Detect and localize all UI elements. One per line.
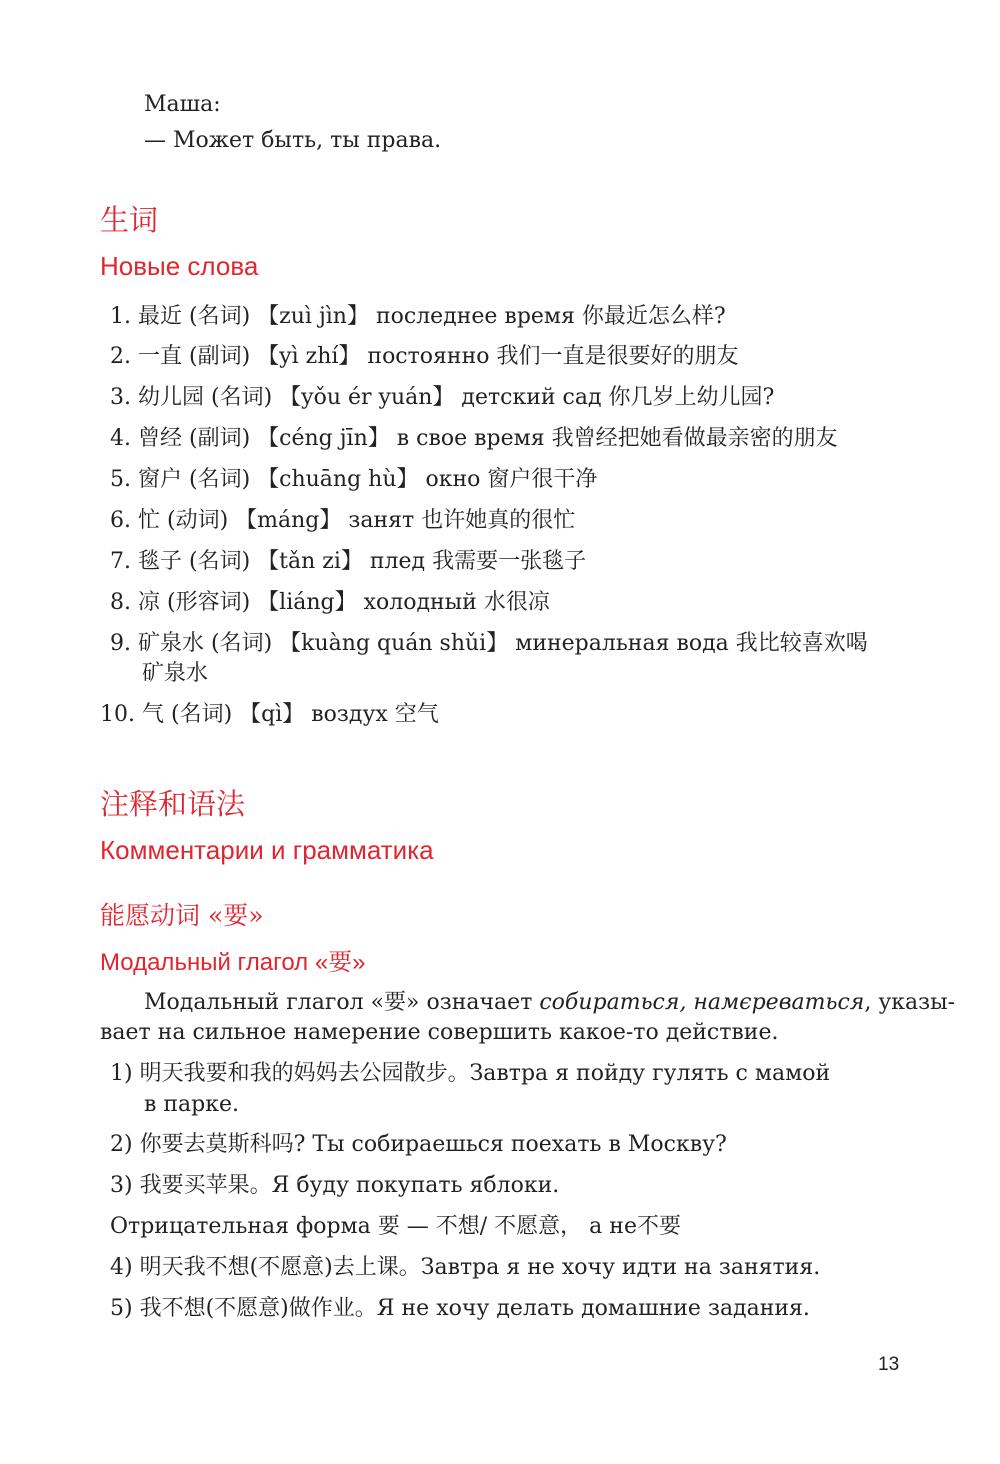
vocab-item bbox=[110, 383, 774, 413]
vocab-item bbox=[110, 424, 838, 454]
vocab-item-text: 曾经 (副词) 【céng jīn】 в свое время 我曾经把她看做最亲密的朋友 bbox=[138, 426, 838, 451]
vocab-item bbox=[110, 465, 597, 495]
example-item bbox=[110, 1253, 820, 1283]
vocab-item bbox=[100, 700, 439, 730]
example-number: 4) bbox=[110, 1255, 133, 1280]
example-text: 我要买苹果。Я буду покупать яблоки. bbox=[139, 1173, 560, 1198]
vocab-item-number: 5. bbox=[110, 467, 131, 492]
dialogue-line: — Может быть, ты права. bbox=[144, 128, 442, 153]
example-text: 明天我不想(不愿意)去上课。Завтра я не хочу идти на занятия. bbox=[139, 1255, 821, 1280]
vocab-item-text: 气 (名词) 【qì】 воздух 空气 bbox=[142, 702, 439, 727]
example-item bbox=[110, 1130, 727, 1160]
vocab-item-text: 矿泉水 (名词) 【kuàng quán shǔi】 минеральная вода 我比较喜欢喝 bbox=[138, 631, 868, 656]
vocab-item-continuation: 矿泉水 bbox=[142, 661, 209, 686]
negative-form-note: Отрицательная форма 要 — 不想/ 不愿意， а не不要 bbox=[110, 1214, 681, 1239]
vocab-title-ru: Новые слова bbox=[100, 251, 259, 281]
vocab-item-text: 一直 (副词) 【yì zhí】 постоянно 我们一直是很要好的朋友 bbox=[138, 344, 739, 369]
grammar-paragraph-line1: Модальный глагол «要» означает собираться, намєреваться, указы- bbox=[144, 990, 956, 1015]
example-number: 1) bbox=[110, 1061, 133, 1086]
grammar-title-ru: Комментарии и грамматика bbox=[100, 835, 434, 865]
vocab-item bbox=[110, 506, 575, 536]
vocab-item-number: 7. bbox=[110, 549, 131, 574]
vocab-item-text: 最近 (名词) 【zuì jìn】 последнее время 你最近怎么样? bbox=[138, 304, 726, 329]
vocab-item bbox=[110, 588, 550, 618]
vocab-item-text: 窗户 (名词) 【chuāng hù】 окно 窗户很干净 bbox=[138, 467, 598, 492]
example-text: 我不想(不愿意)做作业。Я не хочу делать домашние задания. bbox=[139, 1296, 810, 1321]
vocab-item-number: 2. bbox=[110, 344, 131, 369]
vocab-item bbox=[110, 302, 726, 332]
vocab-item-number: 3. bbox=[110, 385, 131, 410]
vocab-item-number: 4. bbox=[110, 426, 131, 451]
example-number: 2) bbox=[110, 1132, 133, 1157]
example-item bbox=[110, 1171, 559, 1201]
vocab-item-number: 10. bbox=[100, 702, 135, 727]
dialogue-speaker: Маша: bbox=[144, 92, 221, 117]
vocab-title-cn: 生词 bbox=[100, 203, 159, 237]
grammar-paragraph-line2: вает на сильное намерение совершить какое-то действие. bbox=[100, 1020, 779, 1045]
vocab-item-text: 忙 (动词) 【máng】 занят 也许她真的很忙 bbox=[138, 508, 576, 533]
vocab-item bbox=[110, 547, 586, 577]
grammar-subtitle-ru: Модальный глагол «要» bbox=[100, 949, 366, 976]
vocab-item bbox=[110, 629, 868, 659]
vocab-item-number: 9. bbox=[110, 631, 131, 656]
emphasis-text: собираться, намєреваться bbox=[539, 990, 865, 1015]
vocab-item-number: 6. bbox=[110, 508, 131, 533]
example-text: 明天我要和我的妈妈去公园散步。Завтра я пойду гулять с мамой bbox=[139, 1061, 831, 1086]
grammar-subtitle-cn: 能愿动词 «要» bbox=[100, 901, 264, 930]
vocab-item-text: 幼儿园 (名词) 【yǒu ér yuán】 детский сад 你几岁上幼儿园? bbox=[138, 385, 775, 410]
example-number: 3) bbox=[110, 1173, 133, 1198]
vocab-item bbox=[110, 342, 739, 372]
vocab-item-text: 毯子 (名词) 【tǎn zi】 плед 我需要一张毯子 bbox=[138, 549, 587, 574]
page-number: 13 bbox=[878, 1354, 900, 1375]
example-continuation: в парке. bbox=[144, 1092, 240, 1117]
example-item bbox=[110, 1294, 810, 1324]
example-text: 你要去莫斯科吗? Ты собираешься поехать в Москву? bbox=[139, 1132, 727, 1157]
vocab-item-text: 凉 (形容词) 【liáng】 холодный 水很凉 bbox=[138, 590, 550, 615]
example-number: 5) bbox=[110, 1296, 133, 1321]
grammar-title-cn: 注释和语法 bbox=[100, 787, 246, 821]
example-item bbox=[110, 1059, 830, 1089]
vocab-item-number: 1. bbox=[110, 304, 131, 329]
vocab-item-number: 8. bbox=[110, 590, 131, 615]
